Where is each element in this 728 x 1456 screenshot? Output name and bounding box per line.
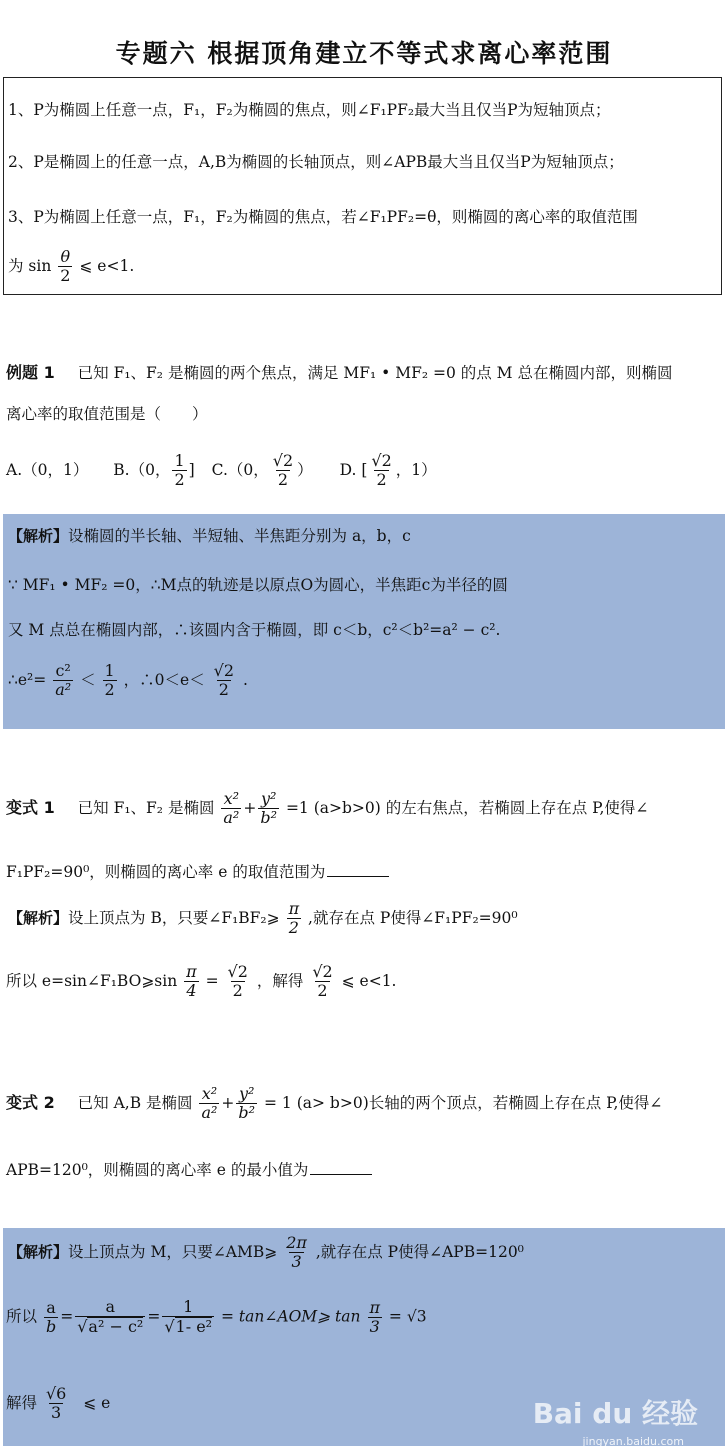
option-d-post: ，1）	[395, 460, 437, 479]
frac-num: √2	[312, 962, 333, 981]
v2-s2-pre: 所以	[6, 1307, 38, 1326]
frac-den: 2	[104, 680, 115, 700]
option-d-pre: D. [	[339, 460, 368, 479]
example-1-label: 例题 1	[6, 363, 55, 382]
rule-3-formula-post: ⩽ e<1.	[79, 256, 135, 275]
frac-den: 2	[232, 981, 243, 1001]
v1-s1-post: ,就存在点 P使得∠F₁PF₂=90⁰	[308, 908, 518, 927]
solution-label: 【解析】	[8, 1242, 69, 1261]
v1-s2-pre: 所以 e=sin∠F₁BO⩾sin	[6, 971, 178, 990]
frac-x2-over-a2	[221, 790, 241, 828]
answer-blank	[310, 1173, 372, 1175]
example-1-options	[6, 452, 437, 490]
frac-den: 3	[51, 1403, 62, 1423]
frac-num: π	[288, 899, 300, 918]
v2-s1-pre: 设上顶点为 M，只要∠AMB⩾	[68, 1242, 278, 1261]
sqrt-content: 1- e²	[175, 1317, 213, 1337]
frac-a-over-b	[44, 1299, 58, 1337]
option-b	[113, 451, 195, 490]
frac-c2-over-a2	[53, 662, 73, 700]
frac-root6-over-3	[44, 1385, 68, 1423]
frac-num: 2π	[286, 1233, 307, 1252]
v1-s1-pre: 设上顶点为 B，只要∠F₁BF₂⩾	[68, 908, 280, 927]
option-c-post: ）	[297, 460, 313, 479]
frac-den: √1- e²	[164, 1317, 213, 1337]
variant-2-solution-line-2: 所以 $\frac{a}{b}$ = $\frac{a}{\text{√a² − c²}}$ = $\frac{1}{\text{√1- e²}}$ = tan∠AOM⩾ tan $\frac{\pi}{3}$ = √3	[6, 1297, 427, 1337]
frac-num: √6	[45, 1384, 67, 1403]
frac-den: 2	[277, 470, 289, 490]
variant-1-question-line-1: 变式 1 已知 F₁、F₂ 是椭圆 $\frac{\text{x²}}{\text{a²}}$ + $\frac{\text{y²}}{\text{b²}}$ =1 (a>b>0) 的左右焦点，若椭圆上存在点 P,使得∠	[6, 789, 649, 828]
frac-den: a²	[201, 1103, 218, 1123]
v1-s2-eq: =	[205, 971, 219, 990]
v2-s3-pre: 解得	[6, 1393, 38, 1412]
frac-num: π	[186, 962, 197, 981]
option-b-pre: B.（0，	[113, 460, 171, 479]
frac-x2-over-a2	[199, 1085, 219, 1123]
frac-num: 1	[104, 661, 115, 680]
frac-den: 2	[218, 680, 229, 700]
frac-1-over-sqrt	[162, 1298, 214, 1337]
frac-num: c²	[55, 661, 71, 680]
frac-den: 2	[288, 918, 299, 938]
frac-num: √2	[272, 451, 294, 470]
v2-q2: APB=120⁰，则椭圆的离心率 e 的最小值为	[6, 1161, 309, 1179]
frac-num: y²	[260, 789, 277, 808]
example-1-solution-line-1	[8, 524, 411, 546]
frac-den: b²	[260, 808, 277, 828]
example-1-solution-line-4	[8, 662, 248, 700]
frac-half	[103, 662, 117, 700]
option-a: A.（0，1）	[6, 460, 89, 479]
frac-root2-over-2	[212, 662, 236, 700]
sqrt-content: a² − c²	[88, 1317, 144, 1337]
frac-pi-over-3	[367, 1299, 382, 1337]
variant-1-label: 变式 1	[6, 797, 55, 817]
v1-s2-mid: ，解得	[256, 971, 304, 990]
option-c-pre: C.（0，	[211, 460, 269, 479]
frac-den: a²	[223, 808, 240, 828]
frac-num: 1	[174, 451, 185, 470]
variant-2-solution-line-3	[6, 1385, 110, 1423]
variant-2-question-line-2	[6, 1158, 372, 1180]
rule-3: 3、P为椭圆上任意一点，F₁，F₂为椭圆的焦点，若∠F₁PF₂=θ，则椭圆的离心率的取值范围	[8, 208, 638, 226]
rule-3-formula	[8, 248, 134, 286]
frac-den: 4	[186, 981, 197, 1001]
variant-1-solution-line-1	[8, 900, 518, 938]
frac-num: x²	[201, 1084, 218, 1103]
frac-num: √2	[227, 962, 248, 981]
s4-mid2: ，∴0＜e＜	[123, 670, 205, 689]
v2-q-post: = 1 (a> b>0)长轴的两个顶点，若椭圆上存在点 P,使得∠	[264, 1093, 663, 1112]
frac-den: 3	[369, 1316, 380, 1336]
frac-y2-over-b2	[258, 790, 279, 828]
example-1-text: 已知 F₁、F₂ 是椭圆的两个焦点，满足 MF₁ • MF₂ =0 的点 M 总在椭圆内部，则椭圆	[77, 364, 673, 382]
frac-2pi-over-3	[284, 1234, 309, 1272]
theta-over-2	[58, 248, 72, 286]
frac-den: 3	[291, 1252, 302, 1272]
rule-3-formula-pre: 为 sin	[8, 256, 52, 275]
example-1-solution-line-2: ∵ MF₁ • MF₂ =0，∴M点的轨迹是以原点O为圆心，半焦距c为半径的圆	[8, 576, 508, 594]
variant-2-question-line-1: 变式 2 已知 A,B 是椭圆 $\frac{\text{x²}}{\text{a²}}$ + $\frac{\text{y²}}{\text{b²}}$ = 1 (a> b>0)长轴的两个顶点，若椭圆上存在点 P,使得∠	[6, 1084, 663, 1123]
v1-s2-end: ⩽ e<1.	[341, 971, 397, 990]
frac-num: y²	[239, 1084, 255, 1103]
frac-num: 1	[183, 1297, 194, 1316]
frac-den: b²	[238, 1103, 256, 1123]
variant-1-solution-line-2	[6, 963, 397, 1001]
v1-q2: F₁PF₂=90⁰，则椭圆的离心率 e 的取值范围为	[6, 863, 326, 881]
variant-1-question-line-2	[6, 860, 389, 882]
frac-den: a²	[55, 680, 72, 700]
frac-num: x²	[223, 789, 240, 808]
solution-text: 设椭圆的半长轴、半短轴、半焦距分别为 a，b，c	[68, 527, 411, 545]
frac-num: θ	[60, 247, 71, 266]
v2-s2-mid: = tan∠AOM⩾ tan	[221, 1307, 361, 1326]
baidu-watermark-url: jingyan.baidu.com	[582, 1435, 684, 1448]
rule-2: 2、P是椭圆上的任意一点，A,B为椭圆的长轴顶点，则∠APB最大当且仅当P为短轴顶点；	[8, 153, 624, 171]
frac-num: √2	[213, 661, 235, 680]
option-d	[339, 451, 437, 490]
frac-den: b	[45, 1316, 57, 1336]
frac-root2-over-2	[369, 452, 393, 490]
solution-label: 【解析】	[8, 908, 69, 927]
frac-num: a	[46, 1297, 56, 1317]
frac-den: 2	[174, 470, 185, 490]
page-title: 专题六 根据顶角建立不等式求离心率范围	[115, 39, 613, 68]
frac-den: 2	[60, 266, 71, 286]
frac-half	[172, 452, 186, 490]
v2-s1-post: ,就存在点 P使得∠APB=120⁰	[315, 1242, 524, 1261]
frac-num: a	[105, 1297, 116, 1316]
variant-2-solution-line-1	[8, 1234, 524, 1272]
option-b-post: ]	[188, 460, 195, 479]
frac-pi-over-2	[287, 900, 302, 938]
frac-num: π	[369, 1297, 380, 1317]
baidu-watermark-logo: Bai du 经验	[532, 1397, 698, 1430]
frac-num: √2	[371, 451, 392, 470]
v1-q-pre: 已知 F₁、F₂ 是椭圆	[77, 798, 215, 817]
frac-root2-over-2	[310, 963, 334, 1001]
frac-den: 2	[317, 981, 328, 1001]
v2-s3-post: ⩽ e	[83, 1393, 111, 1412]
frac-a-over-sqrt	[75, 1298, 145, 1337]
answer-blank	[327, 875, 389, 877]
frac-root2-over-2	[271, 452, 295, 490]
solution-label: 【解析】	[8, 527, 69, 545]
v1-q-post: =1 (a>b>0) 的左右焦点，若椭圆上存在点 P,使得∠	[285, 798, 649, 817]
variant-2-label: 变式 2	[6, 1092, 55, 1112]
frac-pi-over-4	[184, 963, 199, 1001]
s4-mid: ＜	[80, 670, 96, 689]
frac-root2-over-2	[226, 963, 250, 1001]
example-1-question-line-1	[6, 360, 672, 383]
v2-q-pre: 已知 A,B 是椭圆	[77, 1093, 193, 1112]
option-c	[211, 451, 313, 490]
v2-s2-end: = √3	[388, 1307, 427, 1326]
frac-den: 2	[376, 470, 387, 490]
rule-1: 1、P为椭圆上任意一点，F₁，F₂为椭圆的焦点，则∠F₁PF₂最大当且仅当P为短轴顶点；	[8, 101, 611, 119]
frac-y2-over-b2	[236, 1085, 257, 1123]
frac-den: √a² − c²	[77, 1317, 144, 1337]
s4-pre: ∴e²=	[8, 670, 47, 689]
example-1-question-line-2: 离心率的取值范围是（ ）	[6, 405, 208, 423]
example-1-solution-line-3: 又 M 点总在椭圆内部，∴该圆内含于椭圆，即 c＜b，c²＜b²=a² − c².	[8, 621, 501, 639]
s4-end: .	[242, 670, 248, 689]
